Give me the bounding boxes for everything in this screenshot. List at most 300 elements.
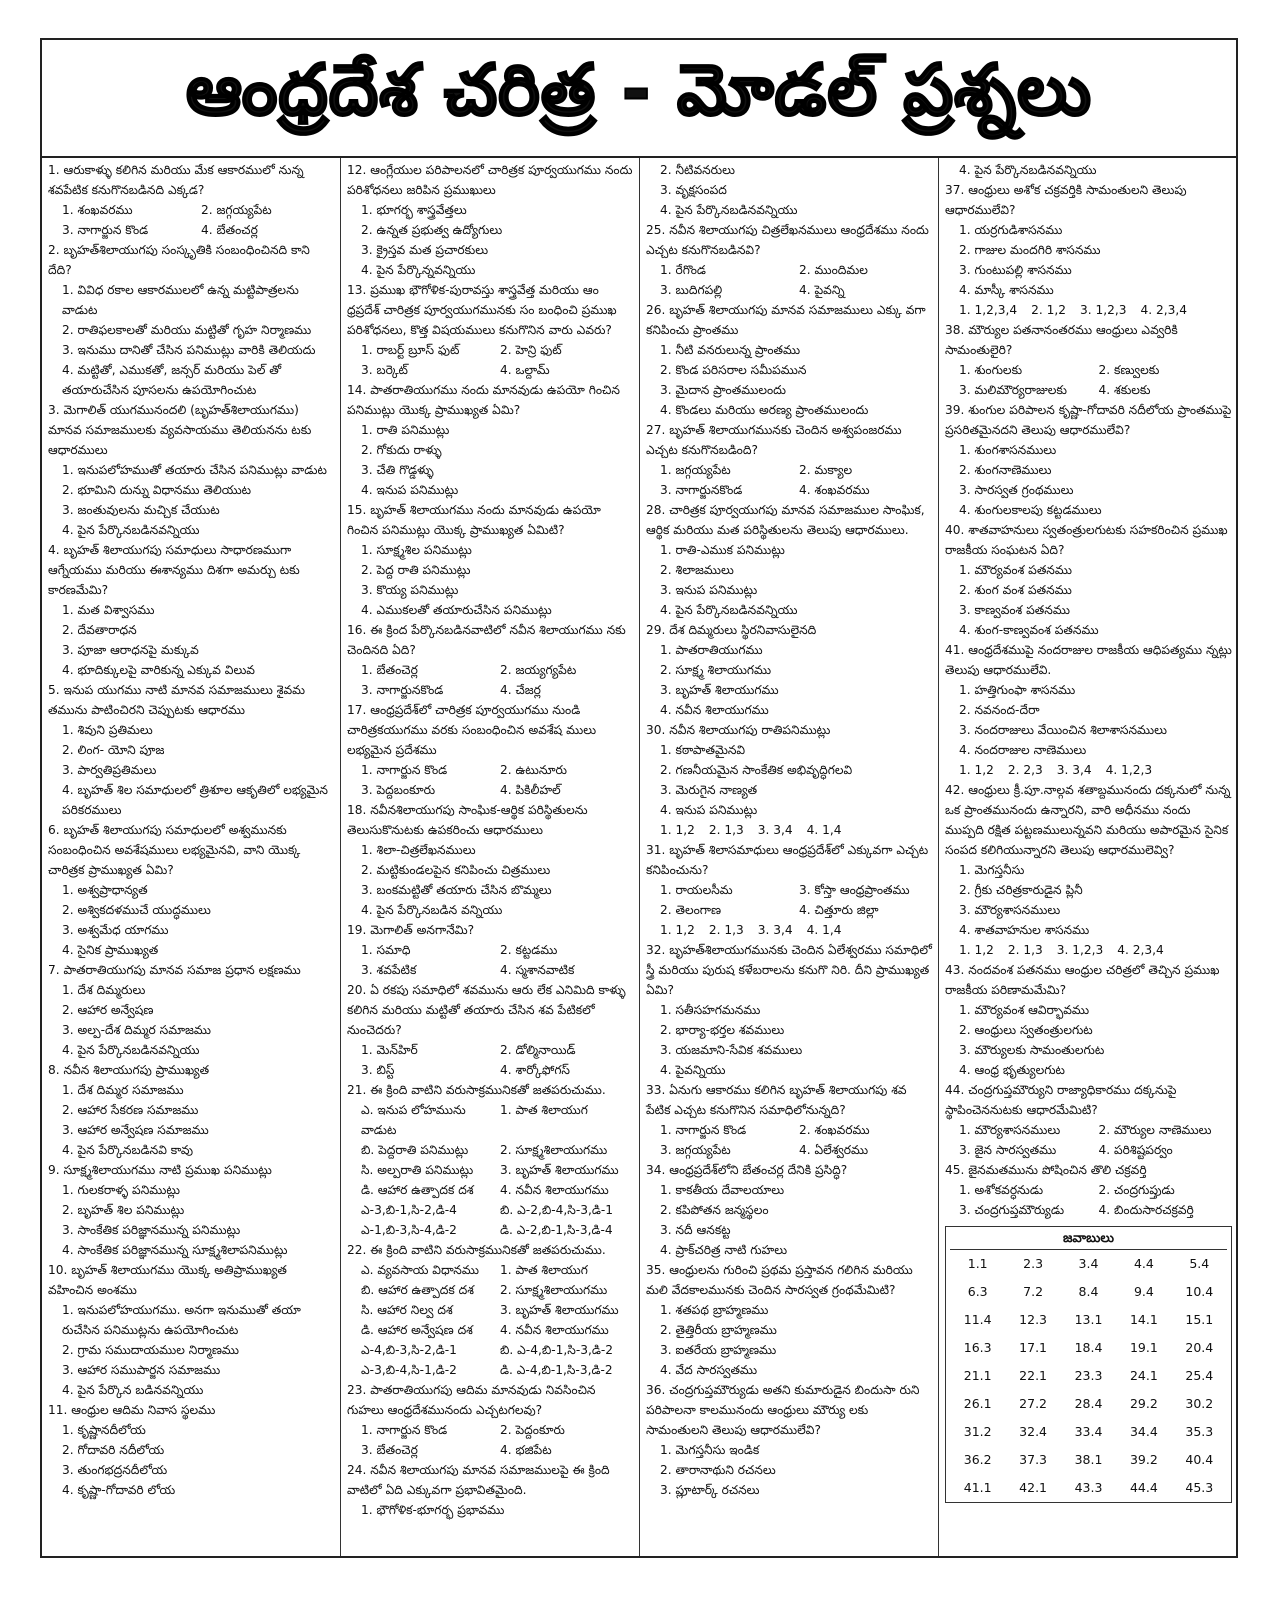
option: 1. శివుని ప్రతిమలు xyxy=(62,723,153,737)
option: 4. ఒల్దామ్ xyxy=(500,363,550,377)
option: 4. కొండలు మరియు అరణ్య ప్రాంతములందు xyxy=(660,403,869,417)
question-item xyxy=(48,960,334,1060)
option-list xyxy=(945,1000,1232,1080)
question-text: 15. బృహత్ శిలాయుగము నందు మానవుడు ఉపయో గించిన పనిముట్లు యొక్క ప్రాముఖ్యత ఏమిటి? xyxy=(347,503,601,537)
option: 3. పెద్దబంకూరు xyxy=(361,783,436,797)
option: 4. పైవన్నియు xyxy=(660,1063,726,1077)
option: 1. నాగార్జున కొండ xyxy=(361,763,448,777)
option: 3. నాగార్జునకొండ xyxy=(361,683,444,697)
option: డి. ఎ-4,బి-1,సి-3,డి-2 xyxy=(500,1363,613,1377)
option: 4. శకులకు xyxy=(1098,383,1151,397)
answer-key-item: 13.1 xyxy=(1074,1312,1103,1327)
question-item xyxy=(646,940,932,1080)
answer-key-item: 25.4 xyxy=(1185,1368,1214,1383)
option: 1. మెన్‌హిర్ xyxy=(361,1043,418,1057)
option: 4. శార్కోఫోగస్ xyxy=(500,1063,570,1077)
option: 2. బృహత్ శిల పనిముట్లు xyxy=(62,1203,185,1217)
answer-key-title: జవాబులు xyxy=(950,1229,1227,1250)
question-item xyxy=(48,1260,334,1400)
answer-key-box xyxy=(945,1226,1232,1503)
option: 2. గ్రీకు చరిత్రకారుడైన ప్లినీ xyxy=(959,883,1083,897)
answer-key-item: 18.4 xyxy=(1074,1340,1103,1355)
document-page xyxy=(40,38,1238,1558)
option: 1. మెగస్తనీసు xyxy=(959,863,1025,877)
question-text: 41. ఆంధ్రదేశముపై నందరాజుల రాజకీయ ఆధిపత్యము న్నట్లు తెలుపు ఆధారములేవి. xyxy=(945,643,1232,677)
option: 3. బర్కెట్ xyxy=(361,363,408,377)
question-item xyxy=(646,420,932,500)
answer-key-item: 41.1 xyxy=(963,1480,992,1495)
option: 3. ఆహార సముపార్జన సమాజము xyxy=(62,1363,221,1377)
option: 3. గుంటుపల్లి శాసనము xyxy=(959,263,1072,277)
answer-key-item: 30.2 xyxy=(1185,1396,1214,1411)
option: 3. ఆహార అన్వేషణ సమాజము xyxy=(62,1123,209,1137)
question-item xyxy=(945,1080,1232,1160)
option: 3. బృహత్ శిలాయుగము xyxy=(500,1303,619,1317)
option: 3. జగ్గయ్యపేట xyxy=(660,1143,731,1157)
option: 4. శాతవాహనుల శాసనము xyxy=(959,923,1090,937)
option: 3. పూజా ఆరాధనపై మక్కువ xyxy=(62,643,199,657)
answer-choices xyxy=(945,300,1232,320)
question-text: 20. ఏ రకపు సమాధిలో శవమును ఆరు లేక ఎనిమిది కాళ్ళు కలిగిన మరియు మట్టితో తయారు చేసిన శవ పేటికలో నుంచెదరు? xyxy=(347,983,626,1037)
question-text: 12. ఆంగ్లేయుల పరిపాలనలో చారిత్రక పూర్వయుగము నందు పరిశోధనలు జరిపిన ప్రముఖులు xyxy=(347,163,633,197)
question-text: 40. శాతవాహనులు స్వతంత్రులగుటకు సహకరించిన ప్రముఖ రాజకీయ సంఘటన ఏది? xyxy=(945,523,1228,557)
question-text: 7. పాతరాతియుగపు మానవ సమాజ ప్రధాన లక్షణము xyxy=(48,963,301,977)
answer-choice: 1. 1,2 xyxy=(959,763,994,777)
option: 4. పైవన్ని xyxy=(799,283,845,297)
answer-choice: 1. 1,2,3,4 xyxy=(959,303,1018,317)
option: 3. చంద్రగుప్తమౌర్యుడు xyxy=(959,1203,1065,1217)
option: 4. కృష్ణా-గోదావరి లోయ xyxy=(62,1483,176,1497)
question-item xyxy=(347,800,633,920)
option: 3. బృహత్ శిలాయుగము xyxy=(660,683,779,697)
option: 2. జగ్గయ్యపేట xyxy=(201,203,272,217)
answer-key-item: 36.2 xyxy=(963,1452,992,1467)
option-list xyxy=(646,260,932,300)
option: ఎ. వ్యవసాయ విధానము xyxy=(361,1263,479,1277)
option: 4. భూదిక్కులపై వారికున్న ఎక్కువ విలువ xyxy=(62,663,255,677)
option-list xyxy=(347,1500,633,1520)
answer-key-item: 7.2 xyxy=(1023,1284,1044,1299)
option: 1. శతపథ బ్రాహ్మణము xyxy=(660,1303,769,1317)
option: 4. నందరాజుల నాణెములు xyxy=(959,743,1087,757)
question-item xyxy=(945,160,1232,180)
option-list xyxy=(347,940,633,980)
answer-choice: 4. 1,4 xyxy=(806,923,842,937)
option-list xyxy=(945,1120,1232,1160)
option: 1. సతీసహగమనము xyxy=(660,1003,761,1017)
option-list xyxy=(945,220,1232,300)
option: 2. సూక్ష్మశిలాయుగము xyxy=(500,1283,608,1297)
answer-key-item: 11.4 xyxy=(963,1312,992,1327)
option: 3. యజమాని-సేవిక శవములు xyxy=(660,1043,803,1057)
answer-key-item: 20.4 xyxy=(1185,1340,1214,1355)
option: 1. కాకతీయ దేవాలయాలు xyxy=(660,1183,785,1197)
answer-choice: 2. 1,3 xyxy=(708,923,744,937)
answer-key-item: 3.4 xyxy=(1078,1256,1099,1271)
option: 2. శిలాజములు xyxy=(660,563,734,577)
question-text: 29. దేశ దిమ్మరులు స్థిరనివాసులైనది xyxy=(646,623,817,637)
option: 4. పైన పేర్కొనబడినవన్నియు xyxy=(660,603,798,617)
question-text: 22. ఈ క్రింది వాటిని వరుసాక్రమునికతో జతపరుచుము. xyxy=(347,1243,606,1257)
option-list xyxy=(48,1080,334,1160)
question-item xyxy=(48,680,334,820)
option: 2. గోదావరి నదీలోయ xyxy=(62,1443,165,1457)
option: 4. శంఖవరము xyxy=(799,483,870,497)
option: 2. తెలంగాణ xyxy=(660,903,722,917)
question-item xyxy=(48,820,334,960)
answer-choice: 4. 1,2,3 xyxy=(1105,763,1153,777)
option: 1. శుంగులకు xyxy=(959,363,1023,377)
option-list xyxy=(347,840,633,920)
option: 4. భజిపేట xyxy=(500,1443,552,1457)
option: 4. మట్టితో, ఎముకతో, జన్సర్ మరియు పెల్ తో తయారుచేసిన పూసలను ఉపయోగించుట xyxy=(62,363,282,397)
option-list xyxy=(347,340,633,380)
option: 1. రాతి-ఎముక పనిముట్లు xyxy=(660,543,785,557)
option: 4. నవీన శిలాయుగము xyxy=(660,703,769,717)
option: 1. మౌర్యవంశ ఆవిర్భావము xyxy=(959,1003,1090,1017)
option: 3. బంకమట్టితో తయారు చేసిన బొమ్మలు xyxy=(361,883,552,897)
option: 1. హత్తిగుంఫా శాసనము xyxy=(959,683,1076,697)
question-text: 23. పాతరాతియుగపు ఆదిమ మానవుడు నివసించిన గుహలు ఆంధ్రదేశమునందు ఎచ్చటగలవు? xyxy=(347,1383,596,1417)
answer-key-item: 32.4 xyxy=(1019,1424,1048,1439)
option: 2. మక్యాల xyxy=(799,463,853,477)
question-item xyxy=(347,920,633,980)
option: 2. ఆహార సేకరణ సమాజము xyxy=(62,1103,199,1117)
option: సి. అల్పరాతి పనిముట్లు xyxy=(361,1163,474,1177)
answer-key-item: 44.4 xyxy=(1129,1480,1158,1495)
option: 4. ఇనుప పనిముట్లు xyxy=(361,483,459,497)
question-text: 2. బృహత్‌శిలాయుగపు సంస్కృతికి సంబంధించినది కాని దేది? xyxy=(48,243,310,277)
option: 1. పాత శిలాయుగ xyxy=(500,1263,588,1277)
option-list xyxy=(945,160,1232,180)
answer-key-item: 10.4 xyxy=(1185,1284,1214,1299)
option-list xyxy=(646,1440,932,1500)
option: 1. మెగస్తనీసు ఇండిక xyxy=(660,1443,760,1457)
answer-choice: 3. 1,2,3 xyxy=(1056,943,1104,957)
option: ఎ-1,బి-3,సి-4,డి-2 xyxy=(361,1223,457,1237)
option: 2. కట్టడము xyxy=(500,943,558,957)
question-item xyxy=(347,160,633,280)
option: 3. నాగార్జునకొండ xyxy=(660,483,743,497)
answer-key-item: 43.3 xyxy=(1074,1480,1103,1495)
question-item xyxy=(48,1160,334,1260)
option: 2. రాతిఫలకాలతో మరియు మట్టితో గృహ నిర్మాణము xyxy=(62,323,312,337)
option: 4. వేద సారస్వతము xyxy=(660,1363,758,1377)
option: డి. ఆహార ఉత్పాదక దశ xyxy=(361,1183,474,1197)
answer-choice: 3. 3,4 xyxy=(757,823,793,837)
question-item xyxy=(48,400,334,540)
option-list xyxy=(48,1300,334,1400)
question-item xyxy=(945,960,1232,1080)
answer-key-item: 40.4 xyxy=(1185,1452,1214,1467)
option: 1. భౌగోళిక-భూగర్భ ప్రభావము xyxy=(361,1503,505,1517)
answer-key-item: 9.4 xyxy=(1133,1284,1154,1299)
option: 3. కాణ్వవంశ పతనము xyxy=(959,603,1070,617)
question-item xyxy=(646,300,932,420)
question-text: 36. చంద్రగుప్తమౌర్యుడు అతని కుమారుడైన బిందుసా రుని పరిపాలనా కాలమునందు ఆంధ్రులు మౌర్యు లకు సామంతులని తెలుపు ఆధారములేవి? xyxy=(646,1383,920,1437)
answer-key-item: 26.1 xyxy=(963,1396,992,1411)
option: డి. ఎ-2,బి-1,సి-3,డి-4 xyxy=(500,1223,613,1237)
question-text: 44. చంద్రగుప్తమౌర్యుని రాజ్యాధికారము దక్కనుపై స్థాపించెననుటకు ఆధారమేమిటి? xyxy=(945,1083,1177,1117)
answer-choice: 4. 2,3,4 xyxy=(1117,943,1164,957)
question-item xyxy=(945,520,1232,640)
option: 3. నాగార్జున కొండ xyxy=(62,223,149,237)
question-text: 13. ప్రముఖ భౌగోళిక-పురావస్తు శాస్త్రవేత్త మరియు ఆం ధ్రప్రదేశ్ చారిత్రక పూర్వయుగమునకు సం బంధించి ప్రముఖ పరిశోధనలు, కొత్త విషయములు కనుగొనిన వారు ఎవరు? xyxy=(347,283,617,337)
option: 2. తారానాథుని రచనలు xyxy=(660,1463,776,1477)
answer-key-item: 42.1 xyxy=(1019,1480,1048,1495)
answer-choice: 1. 1,2 xyxy=(660,823,695,837)
column-3 xyxy=(640,158,939,1558)
option-list xyxy=(48,980,334,1060)
option: 2. గ్రామ సముదాయముల నిర్మాణము xyxy=(62,1343,240,1357)
option: 1. ఇనుపలోహయుగము. అనగా ఇనుముతో తయా రుచేసిన పనిముట్లను ఉపయోగించుట xyxy=(62,1303,301,1337)
answer-key-item: 31.2 xyxy=(963,1424,992,1439)
option: 4. పైన పేర్కొనబడినవన్నియు xyxy=(62,1043,200,1057)
answer-key-item: 4.4 xyxy=(1133,1256,1154,1271)
option: సి. ఆహార నిల్వ దశ xyxy=(361,1303,453,1317)
answer-key-item: 33.4 xyxy=(1074,1424,1103,1439)
question-item xyxy=(347,700,633,800)
option: 2. ఉన్నత ప్రభుత్వ ఉద్యోగులు xyxy=(361,223,503,237)
option: 3. క్రైస్తవ మత ప్రచారకులు xyxy=(361,243,489,257)
question-text: 45. జైనమతమును పోషించిన తొలి చక్రవర్తి xyxy=(945,1163,1147,1177)
question-text: 16. ఈ క్రింద పేర్కొనబడినవాటిలో నవీన శిలాయుగము నకు చెందినది ఏది? xyxy=(347,623,626,657)
option: 2. డోల్మినాయిడ్ xyxy=(500,1043,576,1057)
option: 3. నందరాజులు వేయించిన శిలాశాసనములు xyxy=(959,723,1167,737)
option: 1. శుంగశాసనములు xyxy=(959,443,1057,457)
question-text: 5. ఇనుప యుగము నాటి మానవ సమాజములు శైవమ తమును పాటించిరని చెప్పుటకు ఆధారము xyxy=(48,683,306,717)
option-list xyxy=(646,540,932,620)
question-item xyxy=(347,1460,633,1520)
option: 2. కొండ పరిసరాల సమీపమున xyxy=(660,363,807,377)
option: 4. పరిశిష్టపర్వం xyxy=(1098,1143,1173,1157)
question-text: 26. బృహత్ శిలాయుగపు మానవ సమాజములు ఎక్కు వగా కనిపించు ప్రాంతము xyxy=(646,303,926,337)
option: 1. పాత శిలాయుగ xyxy=(500,1103,588,1117)
option-list xyxy=(48,880,334,960)
column-4 xyxy=(939,158,1238,1558)
option-list xyxy=(945,1180,1232,1220)
option: 1. బేతంచెర్ల xyxy=(361,663,418,677)
option: 2. సూక్ష్మశిలాయుగము xyxy=(500,1143,608,1157)
option: ఎ-3,బి-4,సి-1,డి-2 xyxy=(361,1363,457,1377)
answer-key-item: 16.3 xyxy=(963,1340,992,1355)
option: 1. సూక్ష్మశిల పనిముట్లు xyxy=(361,543,472,557)
question-item xyxy=(945,180,1232,320)
answer-choices xyxy=(945,760,1232,780)
question-text: 18. నవీనశిలాయుగపు సాంఘిక-ఆర్థిక పరిస్థితులను తెలుసుకొనుటకు ఉపకరించు ఆధారములు xyxy=(347,803,588,837)
option: 4. నవీన శిలాయుగము xyxy=(500,1183,609,1197)
question-text: 11. ఆంధ్రుల ఆదిమ నివాస స్థలము xyxy=(48,1403,216,1417)
option-list xyxy=(945,440,1232,520)
option: 4. ఏలేశ్వరము xyxy=(799,1143,869,1157)
question-text: 9. సూక్ష్మశిలాయుగము నాటి ప్రముఖ పనిముట్లు xyxy=(48,1163,272,1177)
option: 2. ముందిమల xyxy=(799,263,868,277)
column-1 xyxy=(42,158,341,1558)
option: 4. ఇనుప పనిముట్లు xyxy=(660,803,758,817)
question-text: 35. ఆంధ్రులను గురించి ప్రథమ ప్రస్తావన గలిగిన మరియు మలి వేదకాలమునకు చెందిన సారస్వత గ్రంథమేమిటి? xyxy=(646,1263,913,1297)
question-item xyxy=(48,160,334,240)
option-list xyxy=(48,200,334,240)
answer-choices xyxy=(945,940,1232,960)
answer-key-item: 6.3 xyxy=(967,1284,988,1299)
question-item xyxy=(347,1240,633,1380)
answer-key-item: 17.1 xyxy=(1019,1340,1048,1355)
option-list xyxy=(48,460,334,540)
option: బి. పెద్దరాతి పనిముట్లు xyxy=(361,1143,469,1157)
option: 3. సారస్వత గ్రంథములు xyxy=(959,483,1074,497)
option: 3. ప్లూటార్క్ రచనలు xyxy=(660,1483,760,1497)
option: 3. చేతి గొడ్డళ్ళు xyxy=(361,463,434,477)
option: 4. శుంగ-కాణ్వవంశ పతనము xyxy=(959,623,1099,637)
option: 4. బిందుసారచక్రవర్తి xyxy=(1098,1203,1194,1217)
option: 1. కృష్ణానదీలోయ xyxy=(62,1423,146,1437)
answer-choice: 2. 1,3 xyxy=(1007,943,1043,957)
question-text: 34. ఆంధ్రప్రదేశ్‌లోని బేతంచర్ల దేనికి ప్రసిద్ధి? xyxy=(646,1163,848,1177)
option-list xyxy=(945,860,1232,940)
option-list xyxy=(945,680,1232,760)
option-list xyxy=(646,1180,932,1260)
question-text: 31. బృహత్ శిలాసమాధులు ఆంధ్రప్రదేశ్‌లో ఎక్కువగా ఎచ్చట కనిపించును? xyxy=(646,843,929,877)
option: 4. ఆంధ్ర భృత్యులగుట xyxy=(959,1063,1065,1077)
option: 4. పికిలీహల్ xyxy=(500,783,561,797)
option-list xyxy=(646,1300,932,1380)
answer-choice: 3. 3,4 xyxy=(757,923,793,937)
option: 1. నాగార్జున కొండ xyxy=(361,1423,448,1437)
option-list xyxy=(48,600,334,680)
option: 1. యర్రగుడిశాసనము xyxy=(959,223,1063,237)
question-item xyxy=(48,1400,334,1500)
option: 4. శుంగులకాలపు కట్టడములు xyxy=(959,503,1102,517)
answer-key-item: 21.1 xyxy=(963,1368,992,1383)
option: 1. జగ్గయ్యపేట xyxy=(660,463,731,477)
option: ఎ-4,బి-3,సి-2,డి-1 xyxy=(361,1343,457,1357)
option: 2. నవనంద-దేరా xyxy=(959,703,1040,717)
question-text: 25. నవీన శిలాయుగపు చిత్రలేఖనములు ఆంధ్రదేశము నందు ఎచ్చట కనుగొనబడినవి? xyxy=(646,223,929,257)
question-item xyxy=(347,500,633,620)
option-list xyxy=(48,1180,334,1260)
option: 1. సమాధి xyxy=(361,943,411,957)
question-item xyxy=(945,400,1232,520)
answer-key-item: 19.1 xyxy=(1129,1340,1158,1355)
question-text: 1. ఆరుకాళ్ళు కలిగిన మరియు మేక ఆకారములో నున్న శవపేటిక కనుగొనబడినది ఎక్కడ? xyxy=(48,163,304,197)
option: 1. కఠాపాతమైనవి xyxy=(660,743,746,757)
answer-choice: 2. 1,2 xyxy=(1031,303,1067,317)
option: 1. రాతి పనిముట్లు xyxy=(361,423,450,437)
answer-key-grid xyxy=(950,1254,1227,1498)
option: 1. మత విశ్వాసము xyxy=(62,603,155,617)
answer-key-item: 39.2 xyxy=(1129,1452,1158,1467)
question-item xyxy=(945,320,1232,400)
option: 2. భూమిని దున్ను విధానము తెలియుట xyxy=(62,483,252,497)
option: 4. బేతంచర్ల xyxy=(201,223,258,237)
option: 4. పైన పేర్కొనబడినవన్నియు xyxy=(660,203,798,217)
option: 1. గులకరాళ్ళ పనిముట్లు xyxy=(62,1183,181,1197)
option: 3. సాంకేతిక పరిజ్ఞానమున్న పనిముట్లు xyxy=(62,1223,241,1237)
option: 4. స్మశానవాటిక xyxy=(500,963,575,977)
option: డి. ఆహార అన్వేషణ దశ xyxy=(361,1323,473,1337)
option: 1. దేశ దిమ్మర సమాజము xyxy=(62,1083,184,1097)
question-text: 10. బృహత్ శిలాయుగము యొక్క అతిప్రాముఖ్యత వహించిన అంశము xyxy=(48,1263,287,1297)
option: 2. కణ్వులకు xyxy=(1098,363,1160,377)
option-list xyxy=(347,760,633,800)
question-text: 6. బృహత్ శిలాయుగపు సమాధులలో అశ్వమునకు సంబంధించిన అవశేషములు లభ్యమైనవి, వాని యొక్క చారిత్రక ప్రాముఖ్యత ఏమి? xyxy=(48,823,301,877)
question-item xyxy=(347,280,633,380)
answer-choice: 3. 1,2,3 xyxy=(1080,303,1127,317)
option: 3. శవపేటిక xyxy=(361,963,417,977)
option: 4. బృహత్ శిల సమాధులలో త్రిశూల ఆకృతిలో లభ్యమైన పరికరములు xyxy=(62,783,328,817)
question-item xyxy=(48,1060,334,1160)
option: 3. వృక్షసంపద xyxy=(660,183,727,197)
question-item xyxy=(646,500,932,620)
answer-choices xyxy=(646,920,932,940)
option: 4. ప్రాక్‌చరిత్ర నాటి గుహలు xyxy=(660,1243,788,1257)
question-item xyxy=(646,1160,932,1260)
title-banner xyxy=(42,40,1236,158)
question-item xyxy=(347,1080,633,1240)
option: 3. మైదాన ప్రాంతములందు xyxy=(660,383,786,397)
option-list xyxy=(646,460,932,500)
question-item xyxy=(945,780,1232,960)
option: 2. జయ్యగ్యపేట xyxy=(500,663,577,677)
option: 3. మలిమౌర్యరాజులకు xyxy=(959,383,1067,397)
question-text: 8. నవీన శిలాయుగపు ప్రాముఖ్యత xyxy=(48,1063,210,1077)
question-text: 17. ఆంధ్రప్రదేశ్‌లో చారిత్రక పూర్వయుగము నుండి చారిత్రకయుగము వరకు సంబంధించిన అవశేష ములు లభ్యమైన ప్రదేశము xyxy=(347,703,597,757)
option: 3. పార్వతిప్రతిమలు xyxy=(62,763,157,777)
question-item xyxy=(48,240,334,400)
option: 3. అశ్వమేధ యాగము xyxy=(62,923,169,937)
option-list xyxy=(646,880,932,920)
option: 4. పైన పేర్కొనబడిన వన్నియు xyxy=(361,903,503,917)
question-item xyxy=(646,1080,932,1160)
option: 3. జంతువులను మచ్చిక చేయుట xyxy=(62,503,220,517)
answer-key-item: 29.2 xyxy=(1129,1396,1158,1411)
option: 1. నాగార్జున కొండ xyxy=(660,1123,747,1137)
option-list xyxy=(945,560,1232,640)
question-item xyxy=(347,380,633,500)
option: 2. సూక్ష్మ శిలాయుగము xyxy=(660,663,772,677)
option: 2. పెద్ద రాతి పనిముట్లు xyxy=(361,563,471,577)
question-columns xyxy=(42,158,1236,1558)
option: 4. సాంకేతిక పరిజ్ఞానమున్న సూక్ష్మశిలాపనిముట్లు xyxy=(62,1243,288,1257)
option: 1. రాయలసీమ xyxy=(660,883,733,897)
option: 2. శంఖవరము xyxy=(799,1123,870,1137)
answer-key-item: 45.3 xyxy=(1185,1480,1214,1495)
answer-choice: 2. 2,3 xyxy=(1007,763,1043,777)
option: 2. హెన్రి ఫుట్ xyxy=(500,343,562,357)
question-item xyxy=(646,1260,932,1380)
option-list xyxy=(347,540,633,620)
option: 3. కొయ్య పనిముట్లు xyxy=(361,583,459,597)
question-text: 3. మెగాలిత్ యుగమునందలి (బృహత్‌శిలాయుగము) మానవ సమాజములకు వ్యవసాయము తెలియనను టకు ఆధారములు xyxy=(48,403,312,457)
option: 4. చిత్తూరు జిల్లా xyxy=(799,903,879,917)
question-text: 24. నవీన శిలాయుగపు మానవ సమాజములపై ఈ క్రింది వాటిలో ఏది ఎక్కువగా ప్రభావితమైంది. xyxy=(347,1463,610,1497)
option: 1. రాబర్ట్ బ్రూస్ ఫుట్ xyxy=(361,343,460,357)
option: 3. ఐతరేయ బ్రాహ్మణము xyxy=(660,1343,777,1357)
question-text: 42. ఆంధ్రులు క్రీ.పూ.నాల్గవ శతాబ్దమునందు దక్కనులో నున్న ఒక ప్రాంతమునందు ఉన్నారని, వారి అధీనము నందు ముప్పది రక్షిత పట్టణములున్నవని మరియు అపారమైన సైనిక సంపద కలిగియున్నారని తెలుపు ఆధారములెవ్వి? xyxy=(945,783,1231,857)
answer-key-item: 12.3 xyxy=(1019,1312,1048,1327)
option-list xyxy=(646,1120,932,1160)
option-list xyxy=(347,1040,633,1080)
option-list xyxy=(646,1000,932,1080)
option: 3. మౌర్యులకు సామంతులగుట xyxy=(959,1043,1105,1057)
option-list xyxy=(347,1420,633,1460)
option: 3. మెరుగైన నాణ్యత xyxy=(660,783,758,797)
option: 2. తైత్తిరీయ బ్రాహ్మణము xyxy=(660,1323,777,1337)
option: 4. ఎముకలతో తయారుచేసిన పనిముట్లు xyxy=(361,603,552,617)
question-item xyxy=(945,640,1232,780)
option: 1. పాతరాతియుగము xyxy=(660,643,763,657)
answer-key-item: 22.1 xyxy=(1019,1368,1048,1383)
